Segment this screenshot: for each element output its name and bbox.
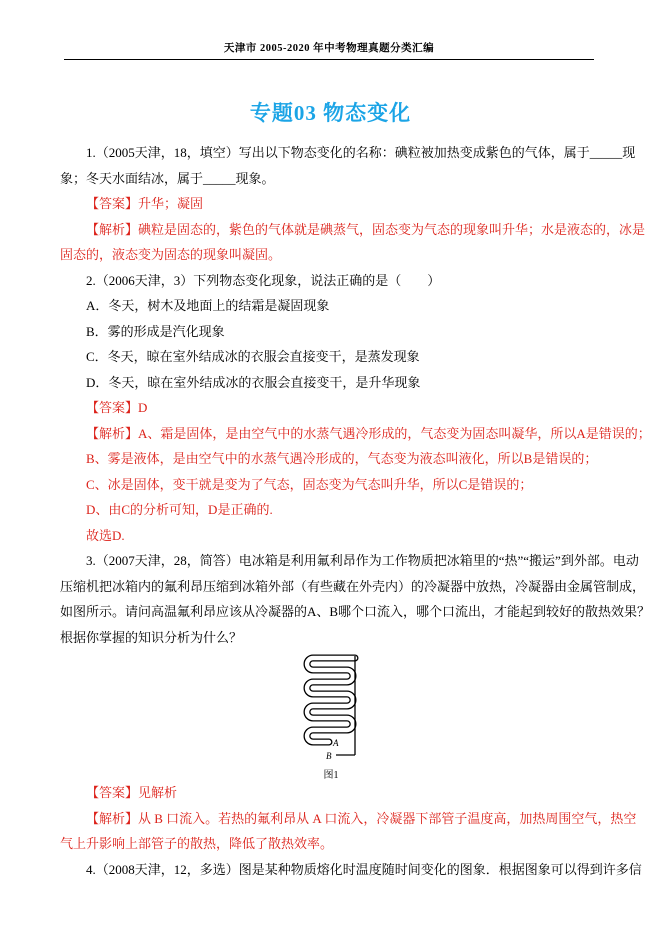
q2-conclusion: 故选D. — [86, 527, 125, 543]
q3-analysis-line-2: 气上升影响上部管子的散热，降低了散热效率。 — [60, 836, 334, 851]
q2-option-c: C．冬天，晾在室外结成冰的衣服会直接变干，是蒸发现象 — [86, 349, 420, 364]
q2-analysis-a: 【解析】A、霜是固体，是由空气中的水蒸气遇冷形成的，气态变为固态叫凝华，所以A是错误的； — [86, 425, 651, 441]
doc-header: 天津市 2005-2020 年中考物理真题分类汇编 — [64, 40, 594, 60]
q3-stem-line-3: 如图所示。请问高温氟利昂应该从冷凝器的A、B哪个口流入，哪个口流出，才能起到较好的散热效果？ — [60, 604, 651, 619]
q1-stem-line-1: 1.（2005天津，18，填空）写出以下物态变化的名称：碘粒被加热变成紫色的气体，属于_____现 — [86, 145, 636, 160]
q4-stem-line-1: 4.（2008天津，12，多选）图是某种物质熔化时温度随时间变化的图象．根据图象可以得到许多信 — [86, 861, 642, 877]
q1-analysis-line-2: 固态的，液态变为固态的现象叫凝固。 — [60, 247, 282, 262]
q1-analysis-line-1: 【解析】碘粒是固态的，紫色的气体就是碘蒸气，固态变为气态的现象叫升华；水是液态的，冰是 — [86, 221, 646, 237]
q1-answer: 【答案】升华；凝固 — [86, 196, 204, 211]
q2-analysis-d: D、由C的分析可知，D是正确的. — [86, 502, 273, 517]
condenser-coil-diagram — [299, 652, 363, 762]
q1-stem-line-2: 象；冬天水面结冰，属于_____现象。 — [60, 170, 275, 186]
q2-option-d: D．冬天，晾在室外结成冰的衣服会直接变干，是升华现象 — [86, 374, 421, 390]
coil-port-b-label: B — [326, 751, 332, 761]
coil-port-a-label: A — [333, 738, 339, 748]
section-title: 专题03 物态变化 — [249, 101, 412, 125]
figure-caption: 图1 — [323, 769, 339, 781]
q3-stem-line-4: 根据你掌握的知识分析为什么？ — [60, 629, 243, 645]
q2-analysis-b: B、雾是液体，是由空气中的水蒸气遇冷形成的，气态变为液态叫液化，所以B是错误的； — [86, 451, 598, 466]
q3-condenser-figure — [60, 650, 602, 780]
q3-stem-line-2: 压缩机把冰箱内的氟利昂压缩到冰箱外部（有些藏在外壳内）的冷凝器中放热，冷凝器由金属管制成， — [60, 578, 646, 594]
q3-stem-line-1: 3.（2007天津，28，简答）电冰箱是利用氟利昂作为工作物质把冰箱里的“热”“搬运”到外部。电动 — [86, 553, 639, 568]
doc-body — [60, 140, 651, 882]
q3-answer: 【答案】见解析 — [86, 785, 178, 800]
q2-option-a: A．冬天，树木及地面上的结霜是凝固现象 — [86, 298, 330, 313]
q2-option-b: B．雾的形成是汽化现象 — [86, 323, 225, 339]
q3-analysis-line-1: 【解析】从 B 口流入。若热的氟利昂从 A 口流入，冷凝器下部管子温度高，加热周围空气，热空 — [86, 810, 637, 826]
coil-tube-inner — [307, 658, 355, 742]
q2-stem: 2.（2006天津，3）下列物态变化现象，说法正确的是（ ） — [86, 272, 441, 288]
q2-answer: 【答案】D — [86, 400, 148, 415]
q2-analysis-c: C、冰是固体，变干就是变为了气态，固态变为气态叫升华，所以C是错误的； — [86, 476, 533, 492]
